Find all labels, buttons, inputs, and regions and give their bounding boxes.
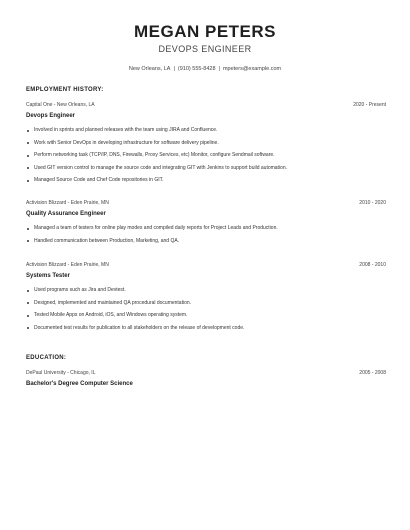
- employment-section-heading: [26, 86, 386, 94]
- job-dates: 2010 - 2020: [359, 200, 386, 206]
- education-degree: Bachelor's Degree Computer Science: [26, 381, 133, 387]
- job-bullet: Designed, implemented and maintained QA procedural documentation.: [26, 300, 386, 307]
- job-meta: [26, 262, 386, 269]
- resume-header: [0, 0, 410, 73]
- contact-phone: (910) 555-8428: [177, 66, 216, 72]
- job-company: Capital One - New Orleans, LA: [26, 102, 95, 108]
- job-bullet: Managed a team of testers for online play modes and compiled daily reports for Project Leads and Production.: [26, 225, 386, 232]
- job-entry: [26, 102, 386, 190]
- education-meta: [26, 370, 386, 377]
- job-bullet: Handled communication between Production, Marketing, and QA.: [26, 238, 386, 245]
- section-heading: EMPLOYMENT HISTORY:: [26, 87, 104, 93]
- job-entry: [26, 200, 386, 250]
- candidate-title: DEVOPS ENGINEER: [158, 44, 252, 54]
- job-dates: 2020 - Present: [353, 102, 386, 108]
- job-role: Devops Engineer: [26, 113, 76, 119]
- education-school: DePaul University - Chicago, IL: [26, 370, 96, 376]
- job-bullet: Used GIT version control to manage the source code and integrating GIT with Jenkins to support build automation.: [26, 165, 386, 172]
- job-company: Activision Blizzard - Eden Prairie, MN: [26, 262, 109, 268]
- job-bullet: Managed Source Code and Chef Code repositories in GIT.: [26, 177, 386, 184]
- contact-separator: |: [218, 66, 220, 72]
- education-dates: 2005 - 2008: [359, 370, 386, 376]
- job-meta: [26, 102, 386, 109]
- education-section-heading: [26, 354, 386, 362]
- job-bullets: [26, 225, 386, 245]
- job-bullet: Tested Mobile Apps on Android, iOS, and Windows operating system.: [26, 312, 386, 319]
- section-heading: EDUCATION:: [26, 355, 67, 361]
- job-bullet: Involved in sprints and planned releases with the team using JIRA and Confluence.: [26, 127, 386, 134]
- contact-separator: |: [173, 66, 175, 72]
- contact-location: New Orleans, LA: [128, 66, 171, 72]
- job-role: Systems Tester: [26, 273, 70, 279]
- education-entry: [26, 370, 386, 388]
- job-bullet: Documented test results for publication to all stakeholders on the release of development code.: [26, 325, 386, 332]
- job-bullet: Perform networking task (TCP/IP, DNS, Firewalls, Proxy Services, etc) Monitor, configure Sendmail software.: [26, 152, 386, 159]
- job-bullet: Used programs such as Jira and Devtest.: [26, 287, 386, 294]
- job-bullet: Work with Senior DevOps in developing infrastructure for software delivery pipeline.: [26, 140, 386, 147]
- job-dates: 2008 - 2010: [359, 262, 386, 268]
- candidate-name: MEGAN PETERS: [133, 22, 277, 41]
- job-bullets: [26, 127, 386, 184]
- contact-email: mpeters@example.com: [222, 66, 282, 72]
- job-company: Activision Blizzard - Eden Prairie, MN: [26, 200, 109, 206]
- job-meta: [26, 200, 386, 207]
- job-role: Quality Assurance Engineer: [26, 211, 106, 217]
- job-bullets: [26, 287, 386, 332]
- job-entry: [26, 262, 386, 337]
- contact-line: [0, 65, 410, 73]
